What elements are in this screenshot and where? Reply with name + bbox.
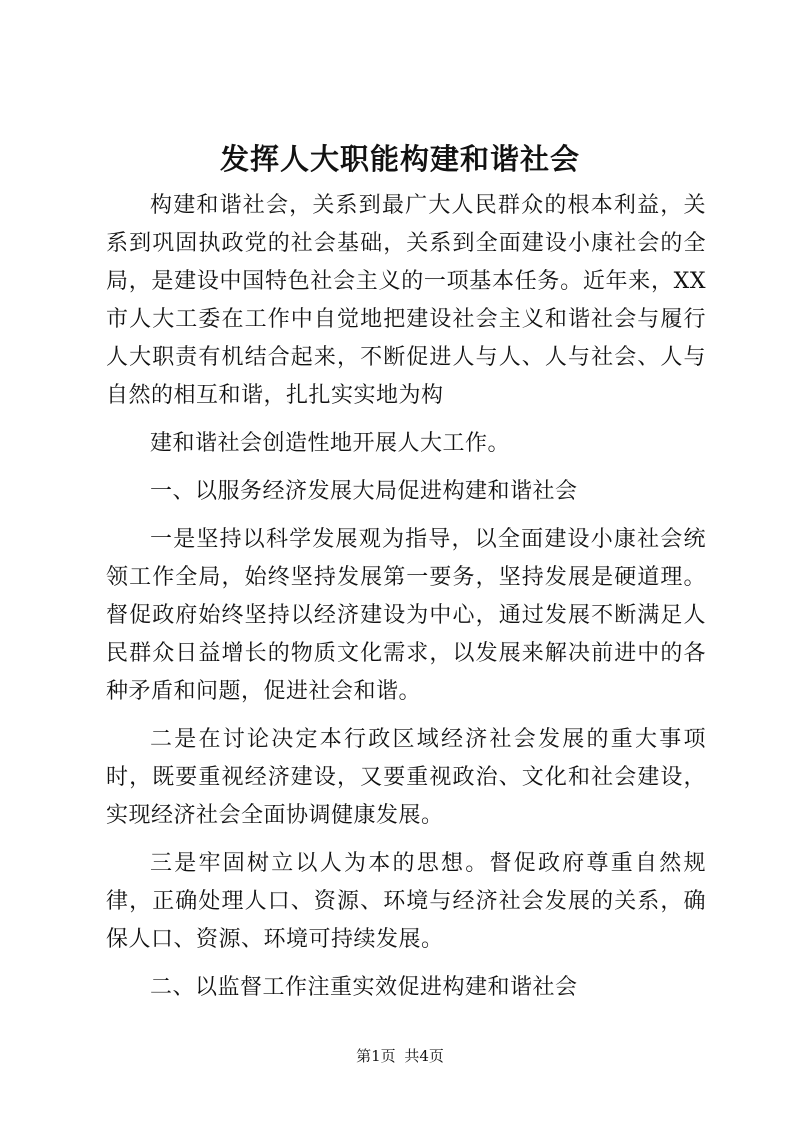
paragraph-point-1: 一是坚持以科学发展观为指导，以全面建设小康社会统领工作全局，始终坚持发展第一要务，坚持发展是硬道理。督促政府始终坚持以经济建设为中心，通过发展不断满足人民群众日益增长的物质文化需求，以发展来解决前进中的各种矛盾和问题，促进社会和谐。 [106, 527, 706, 704]
page-total: 共4页 [404, 1047, 444, 1065]
document-title: 发挥人大职能构建和谐社会 [219, 142, 580, 176]
section-heading-2: 二、以监督工作注重实效促进构建和谐社会 [150, 975, 578, 1000]
section-heading-1: 一、以服务经济发展大局促进构建和谐社会 [150, 479, 578, 504]
page-number: 第1页 [356, 1047, 396, 1065]
paragraph-intro: 构建和谐社会，关系到最广大人民群众的根本利益，关系到巩固执政党的社会基础，关系到全面建设小康社会的全局，是建设中国特色社会主义的一项基本任务。近年来，XX市人大工委在工作中自觉地把建设社会主义和谐社会与履行人大职责有机结合起来，不断促进人与人、人与社会、人与自然的相互和谐，扎扎实实地为构 [106, 193, 706, 408]
paragraph-intro-continued: 建和谐社会创造性地开展人大工作。 [150, 431, 511, 456]
paragraph-point-3: 三是牢固树立以人为本的思想。督促政府尊重自然规律，正确处理人口、资源、环境与经济社会发展的关系，确保人口、资源、环境可持续发展。 [106, 851, 706, 952]
page-footer [0, 1046, 800, 1066]
document-body [106, 187, 706, 1017]
paragraph-point-2: 二是在讨论决定本行政区域经济社会发展的重大事项时，既要重视经济建设，又要重视政治、文化和社会建设，实现经济社会全面协调健康发展。 [106, 727, 706, 828]
